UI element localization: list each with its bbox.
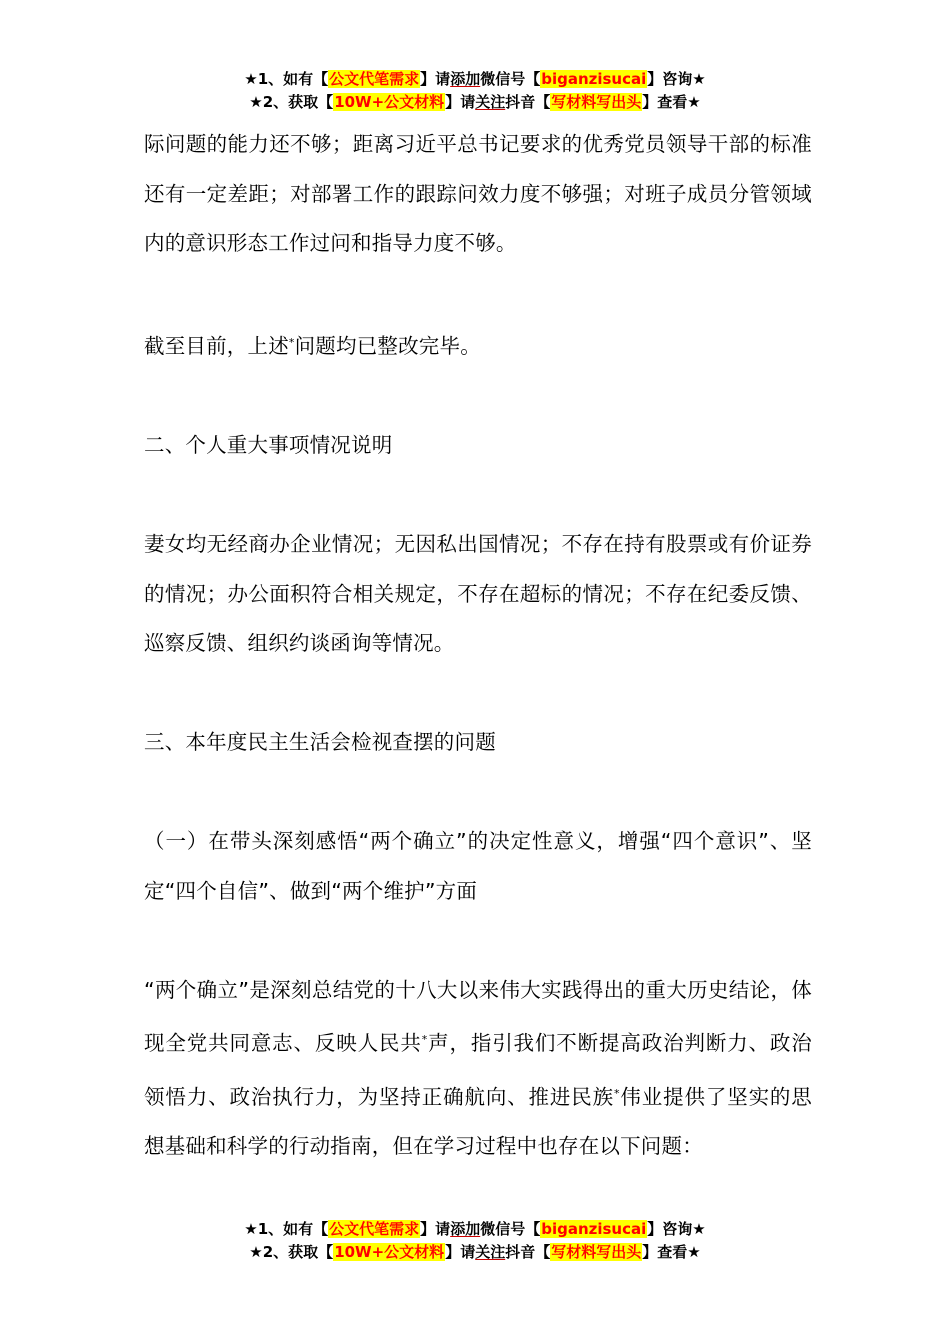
document-body	[144, 120, 812, 1172]
paragraph-two-establishes: “两个确立”是深刻总结党的十八大以来伟大实践得出的重大历史结论，体现全党共同意志、反映人民共*声，指引我们不断提高政治判断力、政治领悟力、政治执行力，为坚持正确航向、推进民族*伟业提供了坚实的思想基础和科学的行动指南，但在学习过程中也存在以下问题：	[144, 977, 812, 1158]
highlight-service: 公文代笔需求	[329, 70, 420, 88]
paragraph-rectification: 截至目前，上述*问题均已整改完毕。	[144, 334, 481, 358]
footer-line-1: ★1、如有【公文代笔需求】请添加微信号【biganzisucai】咨询★	[244, 1220, 706, 1238]
footer-line-2: ★2、获取【10W+公文材料】请关注抖音【写材料写出头】查看★	[249, 1243, 701, 1261]
paragraph-personal-matters: 妻女均无经商办企业情况；无因私出国情况；不存在持有股票或有价证券的情况；办公面积符合相关规定，不存在超标的情况；不存在纪委反馈、巡察反馈、组织约谈函询等情况。	[144, 532, 812, 655]
section-heading-2: 二、个人重大事项情况说明	[144, 433, 393, 457]
footer-banner	[0, 1218, 950, 1264]
highlight-wechat-id: biganzisucai	[541, 70, 647, 88]
subsection-heading-1: （一）在带头深刻感悟“两个确立”的决定性意义，增强“四个意识”、坚定“四个自信”、做到“两个维护”方面	[144, 829, 812, 903]
banner-line-1: ★1、如有【公文代笔需求】请添加微信号【biganzisucai】咨询★	[244, 70, 706, 88]
paragraph-shortcomings: 际问题的能力还不够；距离习近平总书记要求的优秀党员领导干部的标准还有一定差距；对部署工作的跟踪问效力度不够强；对班子成员分管领域内的意识形态工作过问和指导力度不够。	[144, 132, 812, 255]
highlight-materials: 10W+公文材料	[334, 93, 445, 111]
section-heading-3: 三、本年度民主生活会检视查摆的问题	[144, 730, 496, 754]
highlight-douyin-id: 写材料写出头	[551, 93, 642, 111]
banner-line-2: ★2、获取【10W+公文材料】请关注抖音【写材料写出头】查看★	[249, 93, 701, 111]
header-banner	[0, 68, 950, 114]
